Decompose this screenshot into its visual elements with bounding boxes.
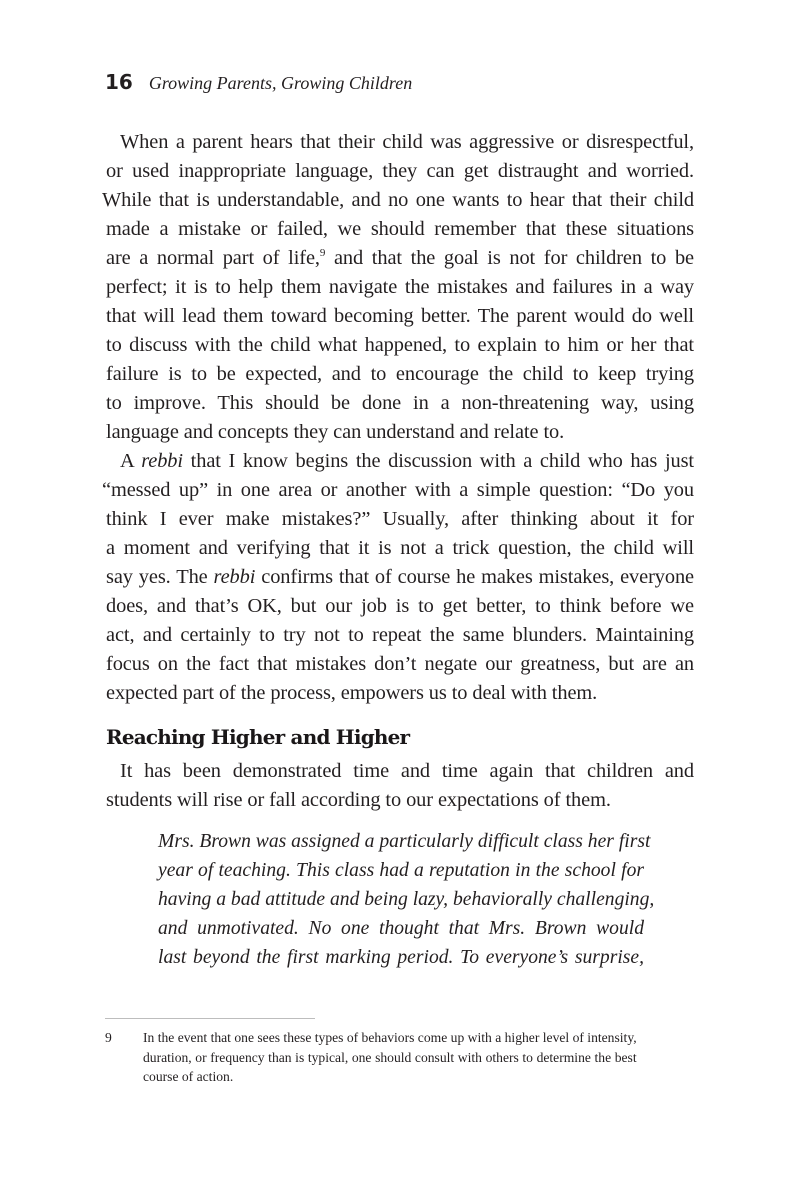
- footnote: [105, 1028, 695, 1087]
- text-line: say yes. The rebbi confirms that of course he makes mistakes, everyone: [106, 566, 694, 588]
- text-line: language and concepts they can understand and relate to.: [106, 421, 565, 443]
- footnote-line: course of action.: [143, 1069, 234, 1084]
- italic-term: rebbi: [141, 450, 183, 472]
- text-line: “messed up” in one area or another with a simple question: “Do you: [102, 479, 694, 501]
- text-line: It has been demonstrated time and time again that children and: [120, 760, 694, 782]
- text-line: or used inappropriate language, they can get distraught and worried.: [106, 160, 694, 182]
- footnote-reference[interactable]: 9: [319, 247, 326, 259]
- page-number: 16: [105, 70, 133, 94]
- text-line: made a mistake or failed, we should remember that these situations: [106, 218, 694, 240]
- text-line: that will lead them toward becoming better. The parent would do well: [106, 305, 694, 327]
- footnote-number: 9: [105, 1030, 112, 1045]
- text-line: expected part of the process, empowers us to deal with them.: [106, 682, 598, 704]
- footnote-divider: [105, 1018, 315, 1019]
- quote-line: year of teaching. This class had a reputation in the school for: [158, 860, 644, 881]
- block-quote: [158, 827, 655, 972]
- text-line: a moment and verifying that it is not a trick question, the child will: [106, 537, 694, 559]
- text-line: When a parent hears that their child was aggressive or disrespectful,: [120, 131, 694, 153]
- text-line: failure is to be expected, and to encourage the child to keep trying: [106, 363, 694, 385]
- text-line: think I ever make mistakes?” Usually, after thinking about it for: [106, 508, 694, 530]
- quote-line: last beyond the first marking period. To everyone’s surprise,: [158, 947, 644, 968]
- text-line: focus on the fact that mistakes don’t negate our greatness, but are an: [106, 653, 694, 675]
- footnote-text: [143, 1028, 637, 1087]
- section-intro-paragraph: [106, 757, 694, 815]
- text-line: to improve. This should be done in a non-threatening way, using: [106, 392, 694, 414]
- text-line: to discuss with the child what happened, to explain to him or her that: [106, 334, 694, 356]
- section-heading: Reaching Higher and Higher: [106, 725, 410, 749]
- footnote-line: duration, or frequency than is typical, one should consult with others to determine the best: [143, 1049, 637, 1065]
- footnote-line: In the event that one sees these types of behaviors come up with a higher level of intensity,: [143, 1030, 637, 1045]
- text-line: While that is understandable, and no one wants to hear that their child: [102, 189, 694, 211]
- paragraph-2: [102, 447, 695, 708]
- quote-line: having a bad attitude and being lazy, behaviorally challenging,: [158, 889, 655, 910]
- text-line: act, and certainly to try not to repeat the same blunders. Maintaining: [106, 624, 694, 646]
- running-title: Growing Parents, Growing Children: [148, 73, 413, 93]
- italic-term: rebbi: [213, 566, 256, 588]
- text-line: perfect; it is to help them navigate the mistakes and failures in a way: [106, 276, 694, 298]
- text-line: A rebbi that I know begins the discussion with a child who has just: [120, 450, 695, 472]
- text-line: does, and that’s OK, but our job is to get better, to think before we: [106, 595, 694, 617]
- text-line: are a normal part of life,$^9$ and that the goal is not for children to be: [106, 247, 694, 269]
- paragraph-1: [102, 128, 694, 447]
- running-head: [105, 70, 412, 98]
- quote-line: and unmotivated. No one thought that Mrs. Brown would: [158, 918, 644, 939]
- text-line: students will rise or fall according to our expectations of them.: [106, 789, 611, 811]
- quote-line: Mrs. Brown was assigned a particularly difficult class her first: [158, 831, 651, 852]
